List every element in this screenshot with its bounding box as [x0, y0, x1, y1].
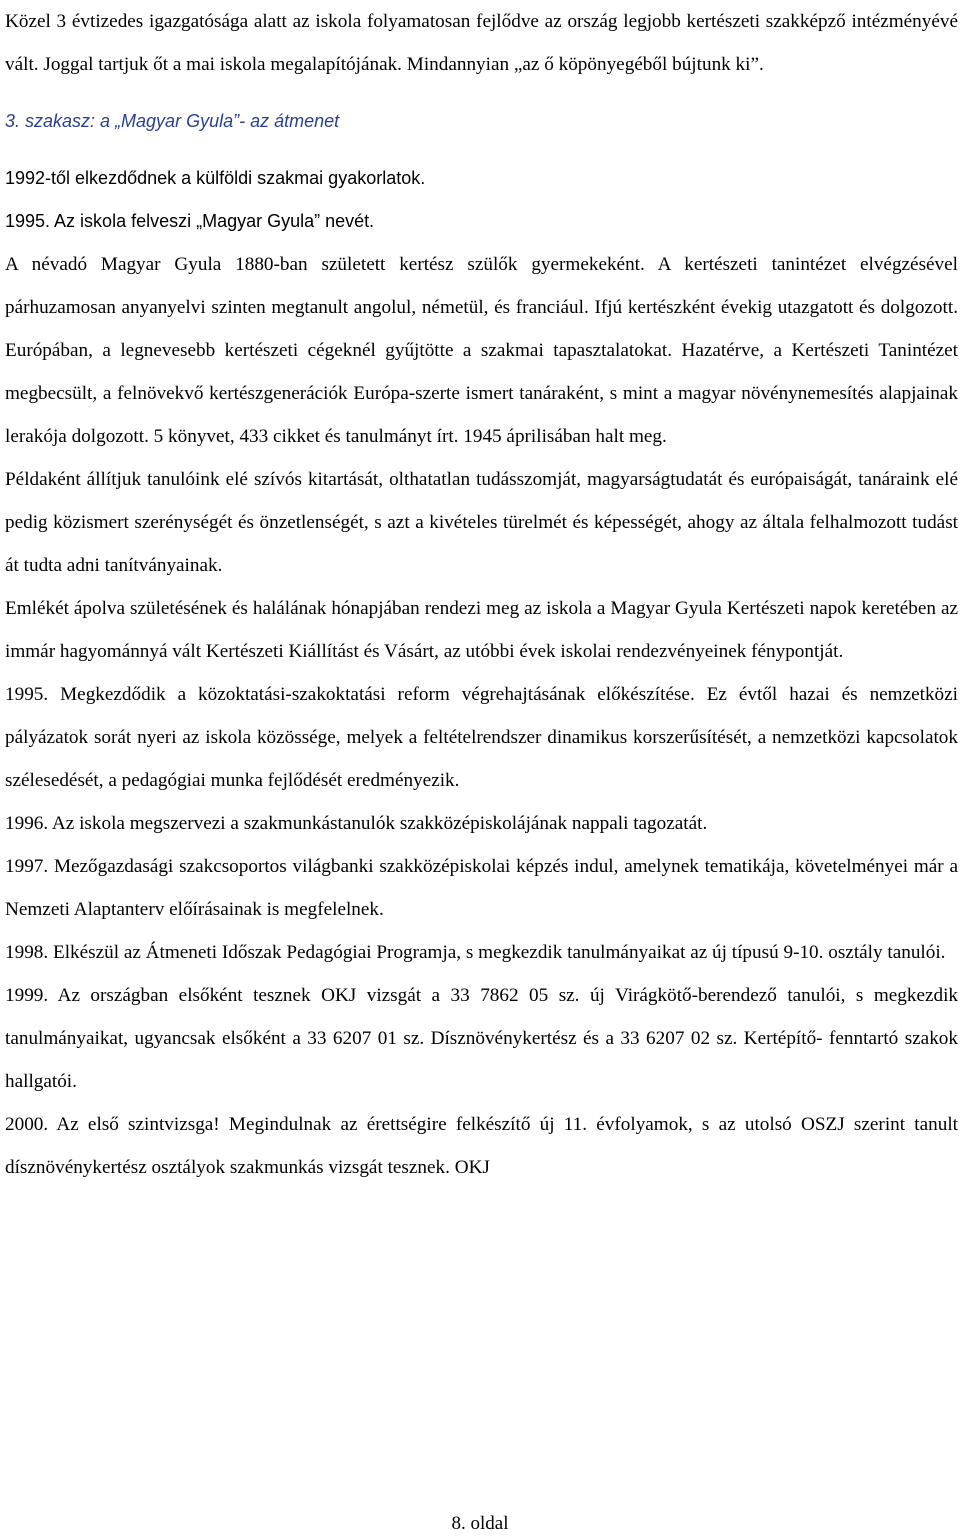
paragraph-example: Példaként állítjuk tanulóink elé szívós kitartását, olthatatlan tudásszomját, magyarságtudatát és európaiságát, tanáraink elé pedig közismert szerénységét és önzetlenségét, s azt a kivételes türelmét és képességét, ahogy az általa felhalmozott tudást át tudta adni tanítványainak.: [5, 469, 958, 576]
paragraph-1995: 1995. Megkezdődik a közoktatási-szakoktatási reform végrehajtásának előkészítése. Ez évtől hazai és nemzetközi pályázatok sorát nyeri az iskola közössége, melyek a feltételrendszer dinamikus korszerűsítését, a nemzetközi kapcsolatok szélesedését, a pedagógiai munka fejlődését eredményezik.: [5, 684, 958, 791]
page-number: 8. oldal: [451, 1513, 509, 1534]
biography-paragraph: A névadó Magyar Gyula 1880-ban született kertész szülők gyermekeként. A kertészeti tanintézet elvégzésével párhuzamosan anyanyelvi szinten megtanult angolul, németül, és franciául. Ifjú kertészként évekig utazgatott és dolgozott. Európában, a legnevesebb kertészeti cégeknél gyűjtötte a szakmai tapasztalatokat. Hazatérve, a Kertészeti Tanintézet megbecsült, a felnövekvő kertészgenerációk Európa-szerte ismert tanáraként, s mint a magyar növénynemesítés alapjainak lerakója dolgozott. 5 könyvet, 433 cikket és tanulmányt írt. 1945 áprilisában halt meg.: [5, 254, 958, 447]
paragraph-2000: 2000. Az első szintvizsga! Megindulnak az érettségire felkészítő új 11. évfolyamok, s az utolsó OSZJ szerint tanult dísznövénykertész osztályok szakmunkás vizsgát tesznek. OKJ: [5, 1114, 958, 1178]
paragraph-memory: Emlékét ápolva születésének és halálának hónapjában rendezi meg az iskola a Magyar Gyula Kertészeti napok keretében az immár hagyománnyá vált Kertészeti Kiállítást és Vásárt, az utóbbi évek iskolai rendezvényeinek fénypontját.: [5, 598, 958, 662]
paragraph-1998: 1998. Elkészül az Átmeneti Időszak Pedagógiai Programja, s megkezdik tanulmányaikat az új típusú 9-10. osztály tanulói.: [5, 942, 946, 963]
section-heading: 3. szakasz: a „Magyar Gyula”- az átmenet: [5, 111, 340, 131]
intro-paragraph: Közel 3 évtizedes igazgatósága alatt az iskola folyamatosan fejlődve az ország legjobb kertészeti szakképző intézményévé vált. Joggal tartjuk őt a mai iskola megalapítójának. Mindannyian „az ő köpönyegéből bújtunk ki”.: [5, 11, 958, 75]
sans-line-1: 1992-től elkezdődnek a külföldi szakmai gyakorlatok.: [5, 168, 426, 188]
paragraph-1996: 1996. Az iskola megszervezi a szakmunkástanulók szakközépiskolájának nappali tagozatát.: [5, 813, 708, 834]
document-page: [5, 0, 958, 1189]
sans-line-2: 1995. Az iskola felveszi „Magyar Gyula” nevét.: [5, 211, 375, 231]
paragraph-1997: 1997. Mezőgazdasági szakcsoportos világbanki szakközépiskolai képzés indul, amelynek tematikája, követelményei már a Nemzeti Alaptanterv előírásainak is megfelelnek.: [5, 856, 958, 920]
paragraph-1999: 1999. Az országban elsőként tesznek OKJ vizsgát a 33 7862 05 sz. új Virágkötő-berendező tanulói, s megkezdik tanulmányaikat, ugyancsak elsőként a 33 6207 01 sz. Dísznövénykertész és a 33 6207 02 sz. Kertépítő- fenntartó szakok hallgatói.: [5, 985, 958, 1092]
